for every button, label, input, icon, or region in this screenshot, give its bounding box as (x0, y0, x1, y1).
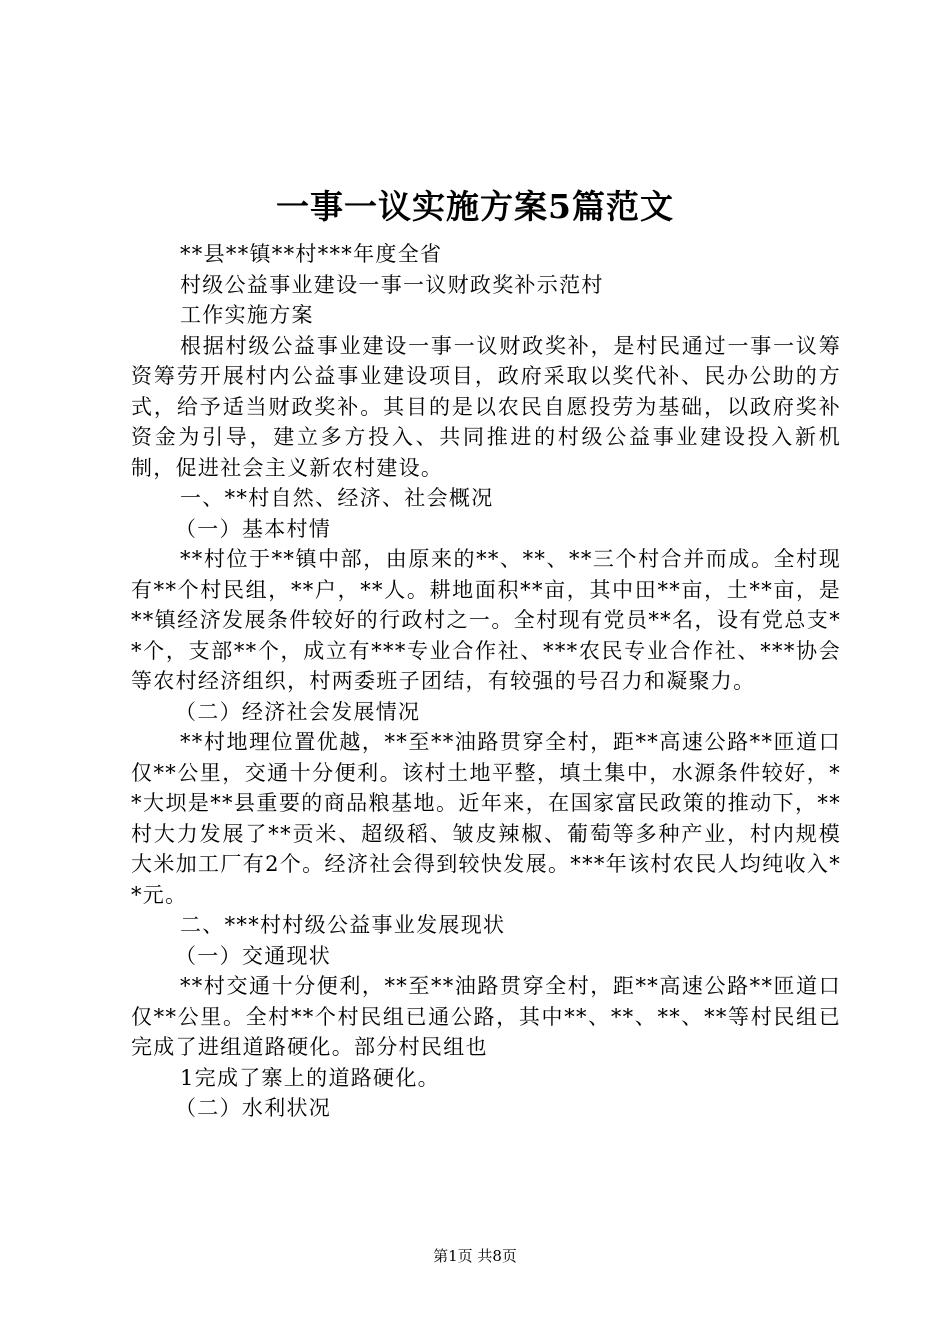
document-body (131, 239, 841, 1124)
heading-line-1: **县**镇**村***年度全省 (180, 242, 443, 266)
intro-paragraph: 根据村级公益事业建设一事一议财政奖补，是村民通过一事一议筹资筹劳开展村内公益事业建设项目，政府采取以奖代补、民办公助的方式，给予适当财政奖补。其目的是以农民自愿投劳为基础，以政府奖补资金为引导，建立多方投入、共同推进的村级公益事业建设投入新机制，促进社会主义新农村建设。 (131, 333, 841, 480)
heading-line-2: 村级公益事业建设一事一议财政奖补示范村 (180, 272, 604, 297)
basic-info-paragraph: **村位于**镇中部，由原来的**、**、**三个村合并而成。全村现有**个村民组，**户，**人。耕地面积**亩，其中田**亩，土**亩，是**镇经济发展条件较好的行政村之一。全村现有党员**名，设有党总支**个，支部**个，成立有***专业合作社、***农民专业合作社、***协会等农村经济组织，村两委班子团结，有较强的号召力和凝聚力。 (131, 547, 841, 693)
subsection-heading-economy: （二）经济社会发展情况 (175, 699, 421, 724)
document-title: 一事一议实施方案5篇范文 (276, 187, 674, 226)
traffic-paragraph-continued: 1完成了寨上的道路硬化。 (180, 1065, 440, 1090)
section-heading-2: 二、***村村级公益事业发展现状 (180, 913, 506, 937)
subsection-heading-water: （二）水利状况 (175, 1096, 332, 1120)
heading-line-3: 工作实施方案 (180, 303, 314, 327)
economy-paragraph: **村地理位置优越，**至**油路贯穿全村，距**高速公路**匝道口仅**公里，交通十分便利。该村土地平整，填土集中，水源条件较好，**大坝是**县重要的商品粮基地。近年来，在国家富民政策的推动下，**村大力发展了**贡米、超级稻、皱皮辣椒、葡萄等多种产业，村内规模大米加工厂有2个。经济社会得到较快发展。***年该村农民人均纯收入**元。 (131, 730, 841, 907)
subsection-heading-basic: （一）基本村情 (175, 516, 332, 541)
subsection-heading-traffic: （一）交通现状 (175, 943, 332, 968)
page-footer: 第1页 共8页 (433, 1247, 517, 1265)
traffic-paragraph: **村交通十分便利，**至**油路贯穿全村，距**高速公路**匝道口仅**公里。全村**个村民组已通公路，其中**、**、**、**等村民组已完成了进组道路硬化。部分村民组也 (131, 974, 841, 1059)
section-heading-1: 一、**村自然、经济、社会概况 (180, 486, 494, 510)
